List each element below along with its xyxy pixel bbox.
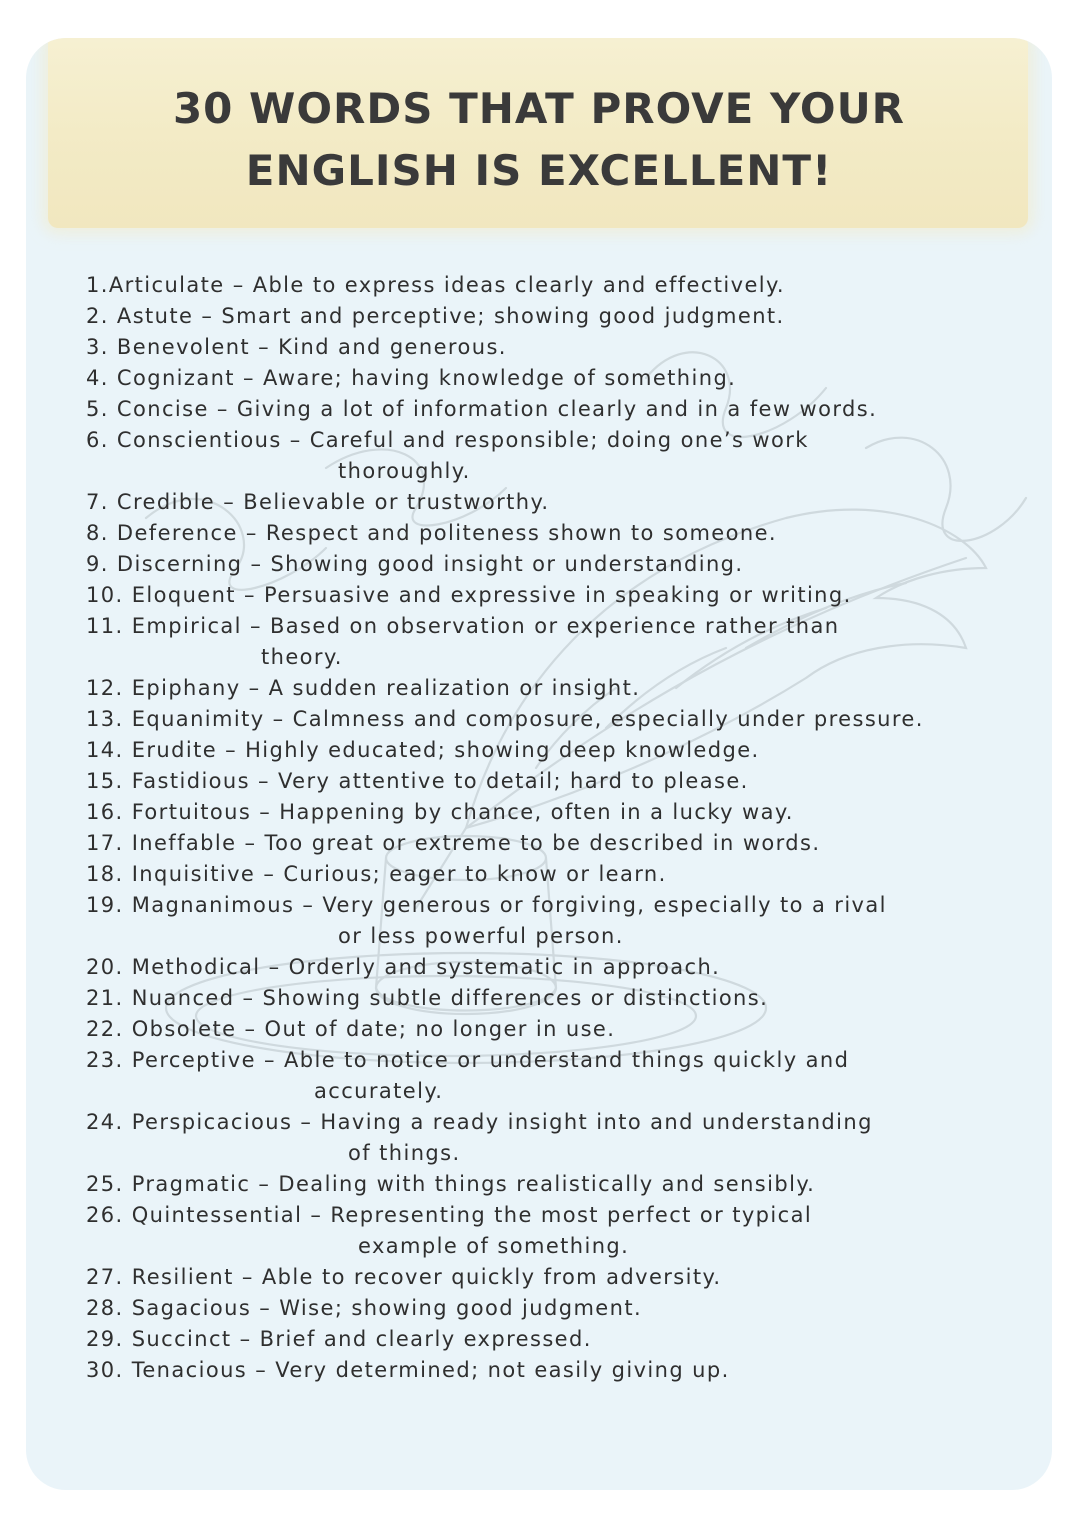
item-separator: –	[247, 1358, 276, 1382]
item-word: Magnanimous	[131, 893, 295, 917]
item-number: 21.	[86, 986, 124, 1010]
list-item	[86, 1014, 1046, 1045]
item-number: 10.	[86, 583, 124, 607]
item-separator: –	[241, 614, 270, 638]
item-separator: –	[237, 521, 266, 545]
list-item	[86, 673, 1046, 704]
item-word: Equanimity	[131, 707, 265, 731]
item-definition: Very determined; not easily giving up.	[275, 1358, 730, 1382]
item-definition: Too great or extreme to be described in words.	[264, 831, 821, 855]
item-separator: –	[281, 428, 310, 452]
item-definition: Believable or trustworthy.	[243, 490, 550, 514]
item-definition: Kind and generous.	[278, 335, 507, 359]
item-word: Eloquent	[131, 583, 236, 607]
item-number: 15.	[86, 769, 124, 793]
item-separator: –	[233, 1265, 262, 1289]
item-number: 19.	[86, 893, 124, 917]
item-continuation: thoroughly.	[338, 459, 471, 483]
list-item	[86, 828, 1046, 859]
item-word: Fortuitous	[131, 800, 252, 824]
item-separator: –	[302, 1203, 331, 1227]
item-number: 7.	[86, 490, 109, 514]
list-item	[86, 797, 1046, 828]
item-separator: –	[234, 986, 263, 1010]
list-item	[86, 983, 1046, 1014]
item-definition: Showing subtle differences or distinctions.	[262, 986, 769, 1010]
list-item	[86, 1107, 1046, 1169]
item-separator: –	[255, 1048, 284, 1072]
list-item	[86, 890, 1046, 952]
item-word: Empirical	[131, 614, 242, 638]
list-item	[86, 1355, 1046, 1386]
item-definition: Out of date; no longer in use.	[264, 1017, 616, 1041]
item-definition: Very generous or forgiving, especially to a rival	[322, 893, 887, 917]
item-definition: Respect and politeness shown to someone.	[265, 521, 777, 545]
item-definition: Curious; eager to know or learn.	[283, 862, 667, 886]
item-definition: Persuasive and expressive in speaking or writing.	[264, 583, 852, 607]
item-definition: Careful and responsible; doing one’s work	[309, 428, 809, 452]
item-number: 25.	[86, 1172, 124, 1196]
item-number: 22.	[86, 1017, 124, 1041]
item-number: 20.	[86, 955, 124, 979]
item-continuation: or less powerful person.	[338, 924, 624, 948]
item-definition: Highly educated; showing deep knowledge.	[245, 738, 760, 762]
item-word: Pragmatic	[131, 1172, 251, 1196]
word-card	[26, 38, 1052, 1490]
item-word: Benevolent	[116, 335, 251, 359]
item-definition: Showing good insight or understanding.	[270, 552, 744, 576]
item-word: Inquisitive	[131, 862, 256, 886]
item-definition: Very attentive to detail; hard to please.	[278, 769, 749, 793]
item-separator: –	[251, 800, 280, 824]
item-definition: Smart and perceptive; showing good judgment.	[221, 304, 785, 328]
item-separator: –	[242, 552, 271, 576]
item-word: Perceptive	[131, 1048, 256, 1072]
item-separator: –	[231, 1327, 260, 1351]
item-number: 3.	[86, 335, 109, 359]
item-separator: –	[264, 707, 293, 731]
page-title	[26, 78, 1052, 202]
item-word: Credible	[116, 490, 216, 514]
list-item	[86, 1293, 1046, 1324]
item-separator: –	[208, 397, 237, 421]
item-separator: –	[292, 1110, 321, 1134]
item-definition: Aware; having knowledge of something.	[263, 366, 737, 390]
item-continuation: of things.	[348, 1141, 461, 1165]
list-item	[86, 766, 1046, 797]
item-definition: Orderly and systematic in approach.	[288, 955, 721, 979]
item-word: Deference	[116, 521, 238, 545]
item-word: Succinct	[131, 1327, 232, 1351]
item-number: 8.	[86, 521, 109, 545]
item-continuation: example of something.	[358, 1234, 630, 1258]
item-number: 12.	[86, 676, 124, 700]
item-word: Conscientious	[116, 428, 282, 452]
item-word: Sagacious	[131, 1296, 252, 1320]
item-separator: –	[260, 955, 289, 979]
list-item	[86, 704, 1046, 735]
item-definition: Representing the most perfect or typical	[330, 1203, 813, 1227]
list-item	[86, 735, 1046, 766]
item-separator: –	[236, 831, 265, 855]
item-number: 9.	[86, 552, 109, 576]
list-item	[86, 580, 1046, 611]
item-separator: –	[193, 304, 222, 328]
item-word: Obsolete	[131, 1017, 237, 1041]
item-definition: Based on observation or experience rather than	[269, 614, 840, 638]
item-separator: –	[249, 769, 279, 793]
item-number: 11.	[86, 614, 124, 638]
item-definition: Having a ready insight into and understanding	[320, 1110, 873, 1134]
item-word: Astute	[116, 304, 194, 328]
item-separator: –	[234, 366, 264, 390]
item-separator: –	[250, 335, 279, 359]
item-number: 2.	[86, 304, 109, 328]
item-number: 26.	[86, 1203, 124, 1227]
item-number: 29.	[86, 1327, 124, 1351]
list-item	[86, 611, 1046, 673]
item-separator: –	[255, 862, 284, 886]
word-list	[86, 270, 1046, 1386]
item-word: Methodical	[131, 955, 261, 979]
item-definition: Happening by chance, often in a lucky way.	[279, 800, 794, 824]
item-number: 6.	[86, 428, 109, 452]
item-number: 24.	[86, 1110, 124, 1134]
item-number: 16.	[86, 800, 124, 824]
item-word: Ineffable	[131, 831, 237, 855]
item-definition: A sudden realization or insight.	[268, 676, 641, 700]
item-number: 13.	[86, 707, 124, 731]
item-word: Fastidious	[131, 769, 250, 793]
item-word: Epiphany	[131, 676, 241, 700]
list-item	[86, 270, 1046, 301]
item-word: Concise	[116, 397, 209, 421]
list-item	[86, 394, 1046, 425]
list-item	[86, 363, 1046, 394]
item-number: 23.	[86, 1048, 124, 1072]
item-definition: Able to express ideas clearly and effectively.	[252, 273, 785, 297]
item-definition: Calmness and composure, especially under pressure.	[292, 707, 924, 731]
item-definition: Dealing with things realistically and sensibly.	[278, 1172, 816, 1196]
item-number: 18.	[86, 862, 124, 886]
item-definition: Wise; showing good judgment.	[279, 1296, 643, 1320]
item-number: 17.	[86, 831, 124, 855]
item-separator: –	[250, 1172, 279, 1196]
item-separator: –	[224, 273, 253, 297]
list-item	[86, 487, 1046, 518]
item-number: 28.	[86, 1296, 124, 1320]
list-item	[86, 1200, 1046, 1262]
item-separator: –	[240, 676, 269, 700]
list-item	[86, 549, 1046, 580]
list-item	[86, 1169, 1046, 1200]
item-definition: Brief and clearly expressed.	[259, 1327, 592, 1351]
list-item	[86, 518, 1046, 549]
item-word: Resilient	[131, 1265, 234, 1289]
list-item	[86, 859, 1046, 890]
item-number: 14.	[86, 738, 124, 762]
list-item	[86, 425, 1046, 487]
item-word: Cognizant	[116, 366, 235, 390]
item-definition: Able to recover quickly from adversity.	[261, 1265, 722, 1289]
title-line-1: 30 WORDS THAT PROVE YOUR	[172, 84, 906, 133]
item-number: 1.	[86, 273, 109, 297]
item-continuation: accurately.	[314, 1079, 444, 1103]
item-separator: –	[294, 893, 323, 917]
list-item	[86, 1045, 1046, 1107]
title-line-2: ENGLISH IS EXCELLENT!	[245, 146, 833, 195]
item-separator: –	[235, 583, 265, 607]
item-separator: –	[236, 1017, 265, 1041]
item-word: Erudite	[131, 738, 218, 762]
item-number: 4.	[86, 366, 109, 390]
item-number: 30.	[86, 1358, 124, 1382]
item-number: 5.	[86, 397, 109, 421]
list-item	[86, 1324, 1046, 1355]
item-definition: Giving a lot of information clearly and in a few words.	[236, 397, 878, 421]
item-word: Nuanced	[131, 986, 235, 1010]
item-word: Tenacious	[131, 1358, 248, 1382]
item-word: Quintessential	[131, 1203, 303, 1227]
item-definition: Able to notice or understand things quickly and	[283, 1048, 850, 1072]
item-separator: –	[251, 1296, 280, 1320]
list-item	[86, 1262, 1046, 1293]
item-separator: –	[215, 490, 244, 514]
item-word: Discerning	[116, 552, 243, 576]
item-word: Articulate	[108, 273, 225, 297]
list-item	[86, 332, 1046, 363]
item-continuation: theory.	[261, 645, 343, 669]
item-word: Perspicacious	[131, 1110, 293, 1134]
item-separator: –	[217, 738, 246, 762]
item-number: 27.	[86, 1265, 124, 1289]
list-item	[86, 952, 1046, 983]
list-item	[86, 301, 1046, 332]
